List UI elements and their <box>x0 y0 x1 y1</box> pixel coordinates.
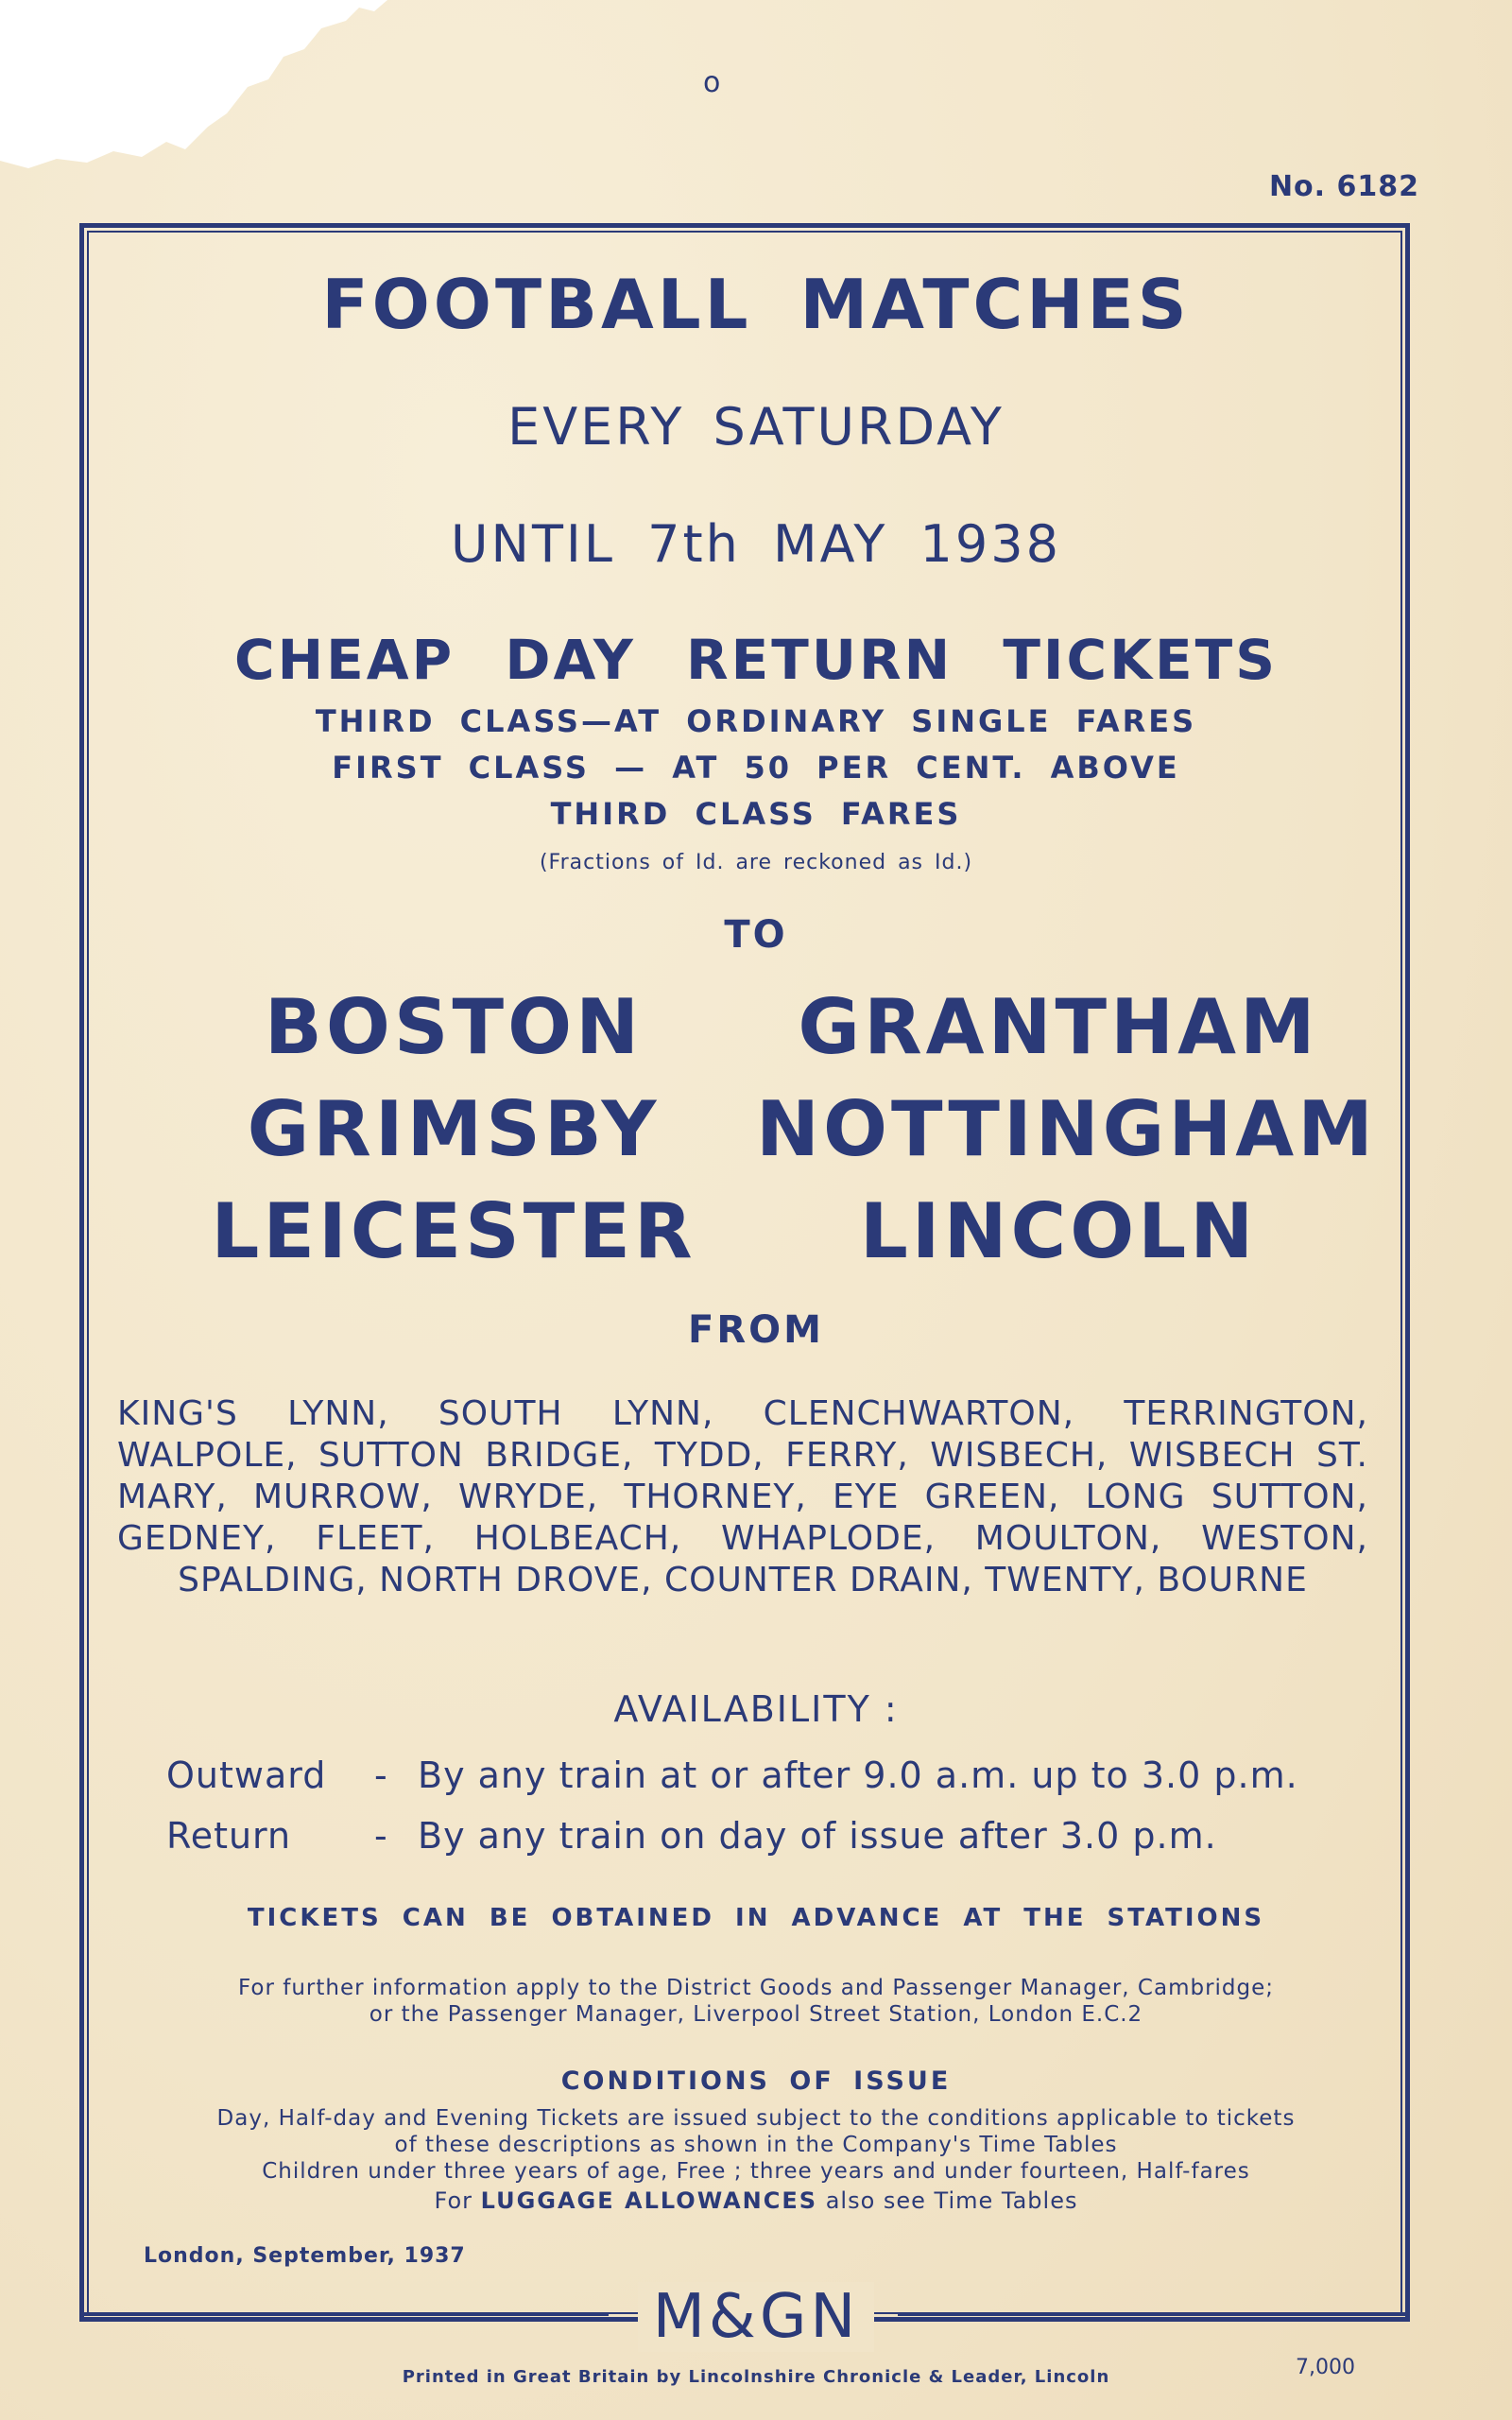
destination-leicester: LEICESTER <box>211 1187 696 1275</box>
ticket-heading: CHEAP DAY RETURN TICKETS <box>234 628 1278 692</box>
info-line: For further information apply to the District Goods and Passenger Manager, Cambridge; <box>237 1976 1275 2000</box>
torn-corner <box>0 0 435 180</box>
availability-text: By any train on day of issue after 3.0 p.m. <box>418 1815 1217 1857</box>
luggage-suffix: also see Time Tables <box>825 2187 1078 2214</box>
document-number: No. 6182 <box>1268 170 1419 203</box>
print-quantity: 7,000 <box>1296 2356 1355 2379</box>
fare-line: THIRD CLASS FARES <box>550 796 962 832</box>
info-line: or the Passenger Manager, Liverpool Street Station, London E.C.2 <box>369 2002 1143 2027</box>
fractions-note: (Fractions of Id. are reckoned as Id.) <box>539 851 973 874</box>
subtitle-every-saturday: EVERY SATURDAY <box>507 397 1005 457</box>
availability-label: Return <box>166 1815 292 1857</box>
availability-dash: - <box>374 1754 388 1796</box>
conditions-line: Day, Half-day and Evening Tickets are issued subject to the conditions applicable to tickets <box>216 2106 1296 2131</box>
destination-boston: BOSTON <box>264 983 644 1071</box>
poster-title: FOOTBALL MATCHES <box>321 265 1191 344</box>
fare-line: THIRD CLASS—AT ORDINARY SINGLE FARES <box>315 703 1197 739</box>
availability-return <box>166 1815 1217 1857</box>
destination-nottingham: NOTTINGHAM <box>756 1085 1377 1173</box>
fare-line: FIRST CLASS — AT 50 PER CENT. ABOVE <box>332 750 1180 786</box>
availability-label: Outward <box>166 1754 327 1796</box>
luggage-allowances: LUGGAGE ALLOWANCES <box>480 2187 818 2214</box>
logo-text: M&GN <box>638 2282 875 2352</box>
conditions-line: of these descriptions as shown in the Company's Time Tables <box>394 2133 1118 2157</box>
railway-logo <box>0 2282 1512 2352</box>
availability-heading: AVAILABILITY : <box>613 1688 899 1730</box>
luggage-prefix: For <box>434 2187 472 2214</box>
destination-grantham: GRANTHAM <box>798 983 1319 1071</box>
availability-dash: - <box>374 1815 388 1857</box>
availability-text: By any train at or after 9.0 a.m. up to 3.0 p.m. <box>418 1754 1298 1796</box>
departure-stations-list: KING'S LYNN, SOUTH LYNN, CLENCHWARTON, TERRINGTON, WALPOLE, SUTTON BRIDGE, TYDD, FERRY, WISBECH, WISBECH ST. MARY, MURROW, WRYDE, THORNEY, EYE GREEN, LONG SUTTON, GEDNEY, FLEET, HOLBEACH, WHAPLODE, MOULTON, WESTON, SPALDING, NORTH DROVE, COUNTER DRAIN, TWENTY, BOURNE <box>117 1394 1368 1599</box>
subtitle-until-date: UNTIL 7th MAY 1938 <box>451 514 1061 574</box>
place-date: London, September, 1937 <box>144 2244 466 2268</box>
availability-outward <box>166 1754 1298 1796</box>
destination-grimsby: GRIMSBY <box>247 1085 661 1173</box>
printer-imprint: Printed in Great Britain by Lincolnshire Chronicle & Leader, Lincoln <box>402 2367 1110 2387</box>
luggage-line <box>0 2187 1512 2214</box>
conditions-heading: CONDITIONS OF ISSUE <box>560 2066 952 2096</box>
destination-lincoln: LINCOLN <box>859 1187 1258 1275</box>
to-label: TO <box>724 913 788 957</box>
punch-mark: o <box>703 66 721 99</box>
conditions-line: Children under three years of age, Free ; three years and under fourteen, Half-fares <box>262 2159 1250 2184</box>
from-label: FROM <box>688 1308 824 1352</box>
advance-notice: TICKETS CAN BE OBTAINED IN ADVANCE AT THE STATIONS <box>247 1904 1265 1932</box>
